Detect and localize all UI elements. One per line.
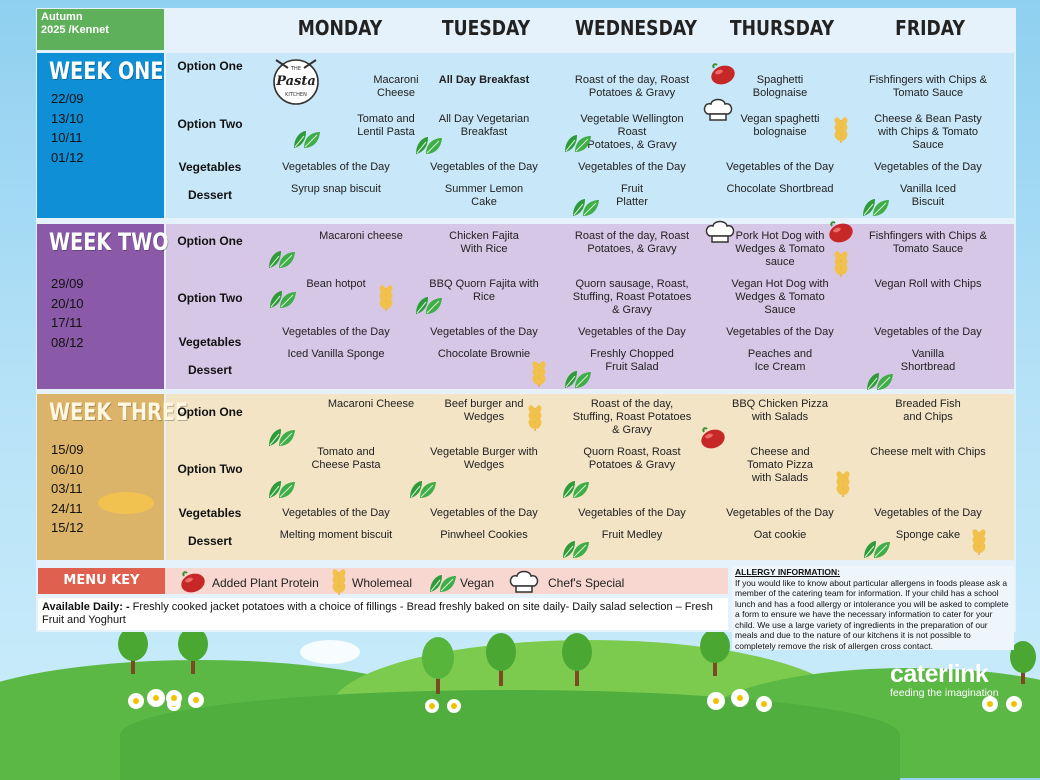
- vegan-leaf-icon: [414, 134, 444, 156]
- menu-cell-line: Fishfingers with Chips &: [869, 230, 987, 242]
- row-label-vegetables: Vegetables: [178, 160, 242, 174]
- menu-cell-dessert: [262, 183, 410, 196]
- menu-cell-option-one: [410, 74, 558, 87]
- menu-cell-line: Cheese: [377, 87, 415, 99]
- menu-cell-option-two: [558, 278, 706, 317]
- menu-cell-dessert: [410, 529, 558, 542]
- menu-cell-vegetables: [854, 326, 1002, 339]
- day-header-tuesday: TUESDAY: [441, 16, 531, 40]
- row-label-dessert: Dessert: [187, 188, 233, 202]
- menu-cell-option-two: [854, 113, 1002, 152]
- vegan-leaf-icon: [563, 368, 593, 390]
- week-one-dates: [51, 89, 84, 167]
- menu-cell-line: with Salads: [751, 472, 809, 484]
- menu-cell-line: Vegetables of the Day: [578, 507, 686, 519]
- menu-cell-line: BBQ Chicken Pizza: [732, 398, 828, 410]
- tree-icon: [484, 632, 518, 688]
- plant-protein-bean-icon: [178, 570, 206, 594]
- tree-icon: [420, 636, 456, 696]
- menu-cell-line: Tomato Sauce: [892, 87, 964, 99]
- menu-cell-line: and Chips: [903, 411, 953, 423]
- available-daily-label: Available Daily: -: [42, 601, 130, 613]
- menu-cell-line: Sponge cake: [895, 529, 961, 541]
- menu-cell-line: BBQ Quorn Fajita with: [429, 278, 539, 290]
- row-label-option-two: Option Two: [177, 291, 243, 305]
- menu-cell-option-two: [282, 446, 410, 472]
- menu-cell-line: Fruit Salad: [605, 361, 659, 373]
- pasta-logo-word: Pasta: [276, 74, 316, 89]
- menu-cell-line: Cake: [471, 196, 497, 208]
- menu-cell-line: Tomato Pizza: [746, 459, 814, 471]
- menu-cell-line: with Chips & Tomato: [877, 126, 979, 138]
- menu-cell-line: Pork Hot Dog with: [735, 230, 825, 242]
- menu-cell-line: Vegetables of the Day: [430, 507, 538, 519]
- flower-icon: [162, 684, 212, 714]
- day-header-monday: MONDAY: [297, 16, 383, 40]
- menu-cell-vegetables: [410, 507, 558, 520]
- menu-cell-line: Vegetable Burger with: [430, 446, 538, 458]
- menu-cell-line: Roast: [617, 126, 647, 138]
- menu-cell-line: Stuffing, Roast Potatoes: [572, 411, 692, 423]
- menu-cell-option-one: [706, 398, 854, 424]
- allergy-text: If you would like to know about particular allergens in foods please ask a member of the catering team for information. If your child has a school lunch and has a food allergy or intolerance you will be asked to complete a form to ensure we have the necessary information to cater for your child. We use a large variety of ingredients in the preparation of our meals and due to the nature of our kitchens it is not possible to completely remove the risk of allergen cross contact.: [735, 577, 1009, 651]
- menu-cell-line: Vegan spaghetti: [740, 113, 820, 125]
- menu-cell-line: Vegetables of the Day: [282, 326, 390, 338]
- wholemeal-wheat-icon: [832, 468, 854, 498]
- date: 22/09: [51, 91, 84, 106]
- menu-cell-option-one: [854, 74, 1002, 100]
- row-label-dessert: Dessert: [187, 534, 233, 548]
- wholemeal-wheat-icon: [524, 402, 546, 432]
- vegan-leaf-icon: [563, 132, 593, 154]
- date: 15/12: [51, 520, 84, 535]
- menu-cell-vegetables: [706, 161, 854, 174]
- menu-cell-line: Vegan Roll with Chips: [874, 278, 982, 290]
- vegan-leaf-icon: [267, 248, 297, 270]
- date: 10/11: [51, 130, 83, 145]
- date: 20/10: [51, 295, 84, 311]
- menu-cell-line: Iced Vanilla Sponge: [287, 348, 385, 360]
- row-label-vegetables: Vegetables: [178, 335, 242, 349]
- menu-cell-line: Beef burger and: [444, 398, 524, 410]
- menu-cell-line: Vegetables of the Day: [874, 161, 982, 173]
- menu-cell-line: Fruit Medley: [601, 529, 663, 541]
- menu-cell-line: Breaded Fish: [895, 398, 961, 410]
- menu-cell-line: Roast of the day, Roast: [574, 74, 690, 86]
- menu-cell-line: Wedges & Tomato: [735, 291, 825, 303]
- date: 15/09: [51, 442, 84, 457]
- menu-cell-vegetables: [558, 326, 706, 339]
- day-header-thursday: THURSDAY: [729, 16, 835, 40]
- chef-hat-icon: [508, 568, 540, 594]
- menu-cell-line: Biscuit: [911, 196, 945, 208]
- menu-cell-line: & Gravy: [612, 304, 652, 316]
- vegan-leaf-icon: [561, 478, 591, 500]
- date: 29/09: [51, 276, 84, 291]
- menu-cell-line: Syrup snap biscuit: [291, 183, 381, 195]
- menu-cell-line: Pinwheel Cookies: [440, 529, 528, 541]
- menu-cell-line: Vegetables of the Day: [282, 507, 390, 519]
- menu-cell-vegetables: [410, 326, 558, 339]
- vegan-leaf-icon: [865, 370, 895, 392]
- tree-icon: [116, 626, 150, 676]
- wholemeal-wheat-icon: [968, 526, 990, 556]
- menu-cell-line: Rice: [472, 291, 495, 303]
- menu-cell-line: bolognaise: [753, 126, 807, 138]
- menu-cell-dessert: [706, 529, 854, 542]
- plant-protein-bean-icon: [826, 220, 854, 244]
- term-year: 2025 /Kennet: [41, 24, 109, 36]
- menu-cell-line: Wedges: [463, 459, 505, 471]
- menu-cell-line: sauce: [765, 256, 795, 268]
- vegan-leaf-icon: [561, 538, 591, 560]
- pasta-logo-bottom: KITCHEN: [285, 92, 307, 98]
- row-label-option-one: Option One: [177, 405, 243, 419]
- menu-cell-option-two: [410, 446, 558, 472]
- menu-cell-line: Cheese Pasta: [311, 459, 381, 471]
- menu-cell-line: Cheese and: [750, 446, 810, 458]
- pasta-kitchen-logo: [266, 54, 326, 110]
- menu-cell-option-one: [558, 398, 706, 437]
- menu-cell-option-one: [854, 230, 1002, 256]
- menu-cell-line: Sauce: [912, 139, 944, 151]
- term-label: [37, 9, 164, 50]
- menu-cell-option-two: [558, 446, 706, 472]
- week-one-title: WEEK ONE: [49, 57, 164, 85]
- vegan-leaf-icon: [268, 288, 298, 310]
- wholemeal-wheat-icon: [830, 114, 852, 144]
- row-label-option-two: Option Two: [177, 117, 243, 131]
- date: 17/11: [51, 315, 83, 330]
- menu-cell-line: Macaroni: [373, 74, 419, 86]
- menu-cell-line: & Gravy: [612, 424, 652, 436]
- menu-cell-line: Quorn Roast, Roast: [583, 446, 681, 458]
- menu-cell-line: Shortbread: [900, 361, 956, 373]
- menu-cell-vegetables: [854, 507, 1002, 520]
- menu-cell-vegetables: [262, 507, 410, 520]
- day-header-friday: FRIDAY: [895, 16, 965, 40]
- menu-cell-line: Lentil Pasta: [357, 126, 415, 138]
- menu-cell-line: Vegetables of the Day: [430, 161, 538, 173]
- menu-cell-option-one: [410, 230, 558, 256]
- menu-cell-line: Tomato and: [357, 113, 415, 125]
- row-label-vegetables: Vegetables: [178, 506, 242, 520]
- menu-cell-line: Wedges: [463, 411, 505, 423]
- menu-cell-line: All Day Vegetarian: [438, 113, 530, 125]
- menu-cell-line: Roast of the day,: [590, 398, 674, 410]
- menu-cell-line: Peaches and: [747, 348, 813, 360]
- menu-cell-option-two: [706, 278, 854, 317]
- available-daily-box: [38, 598, 728, 630]
- menu-cell-line: Quorn sausage, Roast,: [575, 278, 689, 290]
- menu-cell-line: Vanilla: [911, 348, 945, 360]
- menu-cell-line: Macaroni cheese: [319, 230, 403, 242]
- available-daily-text: Freshly cooked jacket potatoes with a choice of fillings - Bread freshly baked on site daily- Daily salad selection – Fresh Fruit and Yoghurt: [42, 601, 713, 626]
- menu-cell-vegetables: [706, 326, 854, 339]
- wholemeal-wheat-icon: [328, 566, 350, 596]
- week-three-title: WEEK THREE: [49, 398, 189, 426]
- wholemeal-wheat-icon: [528, 358, 550, 388]
- menu-cell-line: Macaroni Cheese: [327, 398, 415, 410]
- menu-cell-vegetables: [854, 161, 1002, 174]
- week-two-dates: [51, 274, 84, 352]
- menu-cell-line: Summer Lemon: [444, 183, 524, 195]
- menu-cell-option-one: [558, 74, 706, 100]
- menu-cell-option-one: [854, 398, 1002, 424]
- menu-cell-line: Vegetables of the Day: [874, 326, 982, 338]
- menu-cell-line: Potatoes & Gravy: [588, 87, 676, 99]
- menu-cell-line: Vegetable Wellington: [580, 113, 684, 125]
- menu-cell-vegetables: [262, 161, 410, 174]
- menu-cell-dessert: [706, 348, 854, 374]
- vegan-leaf-icon: [571, 196, 601, 218]
- menu-cell-line: Vegetables of the Day: [726, 326, 834, 338]
- menu-cell-line: Vegetables of the Day: [430, 326, 538, 338]
- menu-cell-line: Chocolate Shortbread: [726, 183, 834, 195]
- menu-cell-line: Vegetables of the Day: [726, 161, 834, 173]
- key-wholemeal-label: Wholemeal: [352, 576, 413, 590]
- menu-cell-line: Vegetables of the Day: [874, 507, 982, 519]
- chef-hat-icon: [704, 218, 736, 244]
- menu-cell-line: Vegetables of the Day: [578, 161, 686, 173]
- key-plant-protein-label: Added Plant Protein: [212, 576, 319, 590]
- week-two-title: WEEK TWO: [49, 228, 169, 256]
- week-two-sidebar: [37, 224, 169, 389]
- background-cloud: [300, 640, 360, 664]
- vegan-leaf-icon: [292, 128, 322, 150]
- menu-cell-line: Fruit: [621, 183, 643, 195]
- menu-cell-line: Chicken Fajita: [449, 230, 519, 242]
- menu-cell-line: Sauce: [764, 304, 796, 316]
- tree-icon: [698, 628, 732, 678]
- menu-cell-line: Oat cookie: [753, 529, 807, 541]
- wholemeal-wheat-icon: [830, 248, 852, 278]
- date: 03/11: [51, 481, 83, 496]
- vegan-leaf-icon: [408, 478, 438, 500]
- date: 08/12: [51, 334, 84, 350]
- tree-icon: [560, 632, 594, 688]
- menu-cell-dessert: [262, 529, 410, 542]
- row-label-option-two: Option Two: [177, 462, 243, 476]
- menu-cell-option-one: [558, 230, 706, 256]
- key-chefs-special-label: Chef's Special: [548, 576, 625, 590]
- week-one-sidebar: [37, 53, 164, 218]
- menu-key-title: MENU KEY: [38, 568, 165, 594]
- menu-cell-line: Spaghetti: [756, 74, 804, 86]
- plant-protein-bean-icon: [708, 62, 736, 86]
- menu-cell-line: Bolognaise: [752, 87, 808, 99]
- menu-cell-option-two: [282, 278, 390, 291]
- allergy-title: ALLERGY INFORMATION:: [735, 567, 840, 577]
- menu-cell-option-two: [854, 446, 1002, 459]
- menu-cell-line: Platter: [616, 196, 648, 208]
- date: 24/11: [51, 500, 83, 516]
- menu-cell-line: Potatoes & Gravy: [588, 459, 676, 471]
- menu-cell-vegetables: [262, 326, 410, 339]
- vegan-leaf-icon: [414, 294, 444, 316]
- menu-cell-line: Ice Cream: [754, 361, 806, 373]
- menu-cell-line: With Rice: [460, 243, 508, 255]
- menu-cell-line: Chocolate Brownie: [437, 348, 531, 360]
- flower-icon: [420, 692, 470, 720]
- menu-cell-line: Vegetables of the Day: [726, 507, 834, 519]
- menu-cell-line: Cheese & Bean Pasty: [874, 113, 982, 125]
- menu-cell-line: Vanilla Iced: [899, 183, 957, 195]
- menu-cell-line: Freshly Chopped: [590, 348, 674, 360]
- menu-cell-line: Potatoes, & Gravy: [587, 243, 677, 255]
- menu-cell-line: Roast of the day, Roast: [574, 230, 690, 242]
- week-three-sidebar: [37, 394, 189, 560]
- key-vegan-label: Vegan: [460, 576, 495, 590]
- chef-hat-icon: [702, 96, 734, 122]
- day-header-wednesday: WEDNESDAY: [575, 16, 697, 40]
- vegan-leaf-icon: [428, 572, 458, 594]
- menu-cell-option-two: [854, 278, 1002, 291]
- term-season: Autumn: [41, 11, 83, 23]
- menu-cell-line: Fishfingers with Chips &: [869, 74, 987, 86]
- row-label-option-one: Option One: [177, 234, 243, 248]
- vegan-leaf-icon: [861, 196, 891, 218]
- wholemeal-wheat-icon: [375, 282, 397, 312]
- brand-name: caterlink: [890, 660, 989, 688]
- menu-cell-vegetables: [558, 161, 706, 174]
- row-label-dessert: Dessert: [187, 363, 233, 377]
- week-three-dates: [51, 440, 84, 538]
- caterlink-logo: [890, 660, 999, 699]
- brand-tagline: feeding the imagination: [890, 687, 999, 699]
- menu-cell-line: Vegan Hot Dog with: [731, 278, 829, 290]
- date: 06/10: [51, 461, 84, 477]
- menu-cell-line: Tomato and: [317, 446, 375, 458]
- menu-cell-line: Breakfast: [460, 126, 508, 138]
- date: 01/12: [51, 149, 84, 165]
- vegan-leaf-icon: [267, 478, 297, 500]
- menu-cell-line: Cheese melt with Chips: [870, 446, 986, 458]
- menu-cell-line: Bean hotpot: [306, 278, 366, 290]
- menu-cell-vegetables: [410, 161, 558, 174]
- menu-cell-line: Melting moment biscuit: [279, 529, 393, 541]
- allergy-info-box: [732, 566, 1014, 650]
- decor-cloud: [98, 492, 154, 514]
- date: 13/10: [51, 110, 84, 126]
- menu-cell-line: Stuffing, Roast Potatoes: [572, 291, 692, 303]
- menu-cell-line: with Salads: [751, 411, 809, 423]
- flower-icon: [704, 684, 784, 718]
- menu-cell-line: Wedges & Tomato: [735, 243, 825, 255]
- menu-cell-vegetables: [558, 507, 706, 520]
- menu-cell-line: All Day Breakfast: [438, 74, 530, 86]
- menu-cell-line: Potatoes, & Gravy: [587, 139, 677, 151]
- vegan-leaf-icon: [267, 426, 297, 448]
- tree-icon: [176, 626, 210, 676]
- row-label-option-one: Option One: [177, 59, 243, 73]
- menu-cell-dessert: [410, 183, 558, 209]
- pasta-logo-top: THE: [291, 66, 301, 72]
- plant-protein-bean-icon: [698, 426, 726, 450]
- menu-cell-vegetables: [706, 507, 854, 520]
- menu-cell-line: Vegetables of the Day: [282, 161, 390, 173]
- menu-cell-dessert: [706, 183, 854, 196]
- menu-cell-line: Vegetables of the Day: [578, 326, 686, 338]
- vegan-leaf-icon: [862, 538, 892, 560]
- menu-cell-dessert: [262, 348, 410, 361]
- menu-cell-line: Tomato Sauce: [892, 243, 964, 255]
